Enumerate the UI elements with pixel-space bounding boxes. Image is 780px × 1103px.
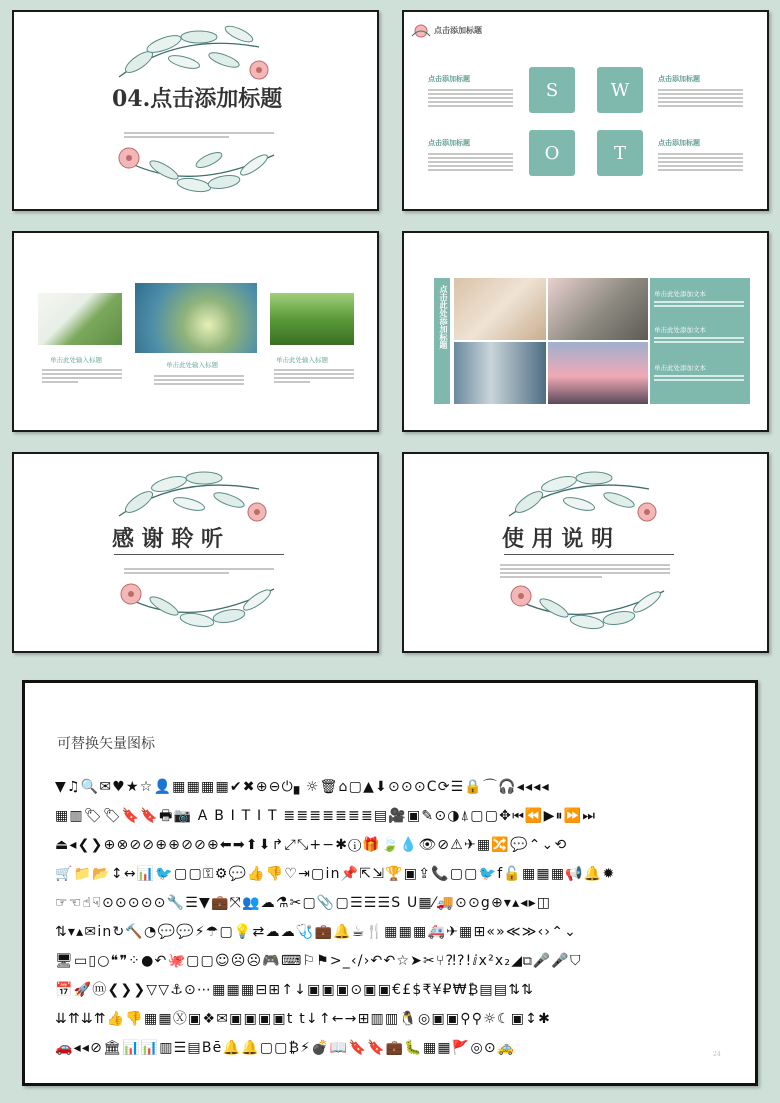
icon-row-10: 🚗◂◂⊘🏛📊📊▥☰▤Bē🔔🔔▢▢₿⚡💣📖🔖🔖💼🐛▦▦🚩◎⊙🚕 <box>55 1040 516 1056</box>
swot-o-box: O <box>529 130 575 176</box>
swot-tr-text <box>658 87 743 109</box>
slide-5-thanks[interactable] <box>12 452 379 653</box>
photo-grass-field <box>270 293 354 345</box>
swot-br-text <box>658 151 743 173</box>
panel-item-3: 单击此处添加文本 <box>654 364 706 372</box>
slide-1-body-text <box>124 130 274 140</box>
slide-1[interactable] <box>12 10 379 211</box>
photo-typewriter <box>548 278 648 340</box>
photo-caption-3: 单击此处输入标题 <box>276 356 328 364</box>
wreath-top-illustration <box>109 464 289 529</box>
icon-row-1: ▼♫🔍✉♥★☆👤▦▦▦▦✔✖⊕⊖⏻▖☼🗑⌂▢▲⬇⊙⊙⊙C⟳☰🔒⌒🎧◂◂◂◂ <box>55 779 550 795</box>
swot-w-box: W <box>597 67 643 113</box>
photo-postcards <box>454 278 546 340</box>
photo-window <box>454 342 546 404</box>
photo-text-3 <box>274 367 354 385</box>
wreath-bottom-illustration <box>109 574 289 639</box>
photo-text-1 <box>42 367 122 385</box>
slide-2-swot[interactable] <box>402 10 769 211</box>
slide-7-icons[interactable] <box>22 680 758 1086</box>
divider <box>504 554 674 555</box>
swot-tr-title: 点击添加标题 <box>658 74 700 83</box>
swot-tl-text <box>428 87 513 109</box>
panel-text-3 <box>654 373 744 383</box>
swot-t-box: T <box>597 130 643 176</box>
icon-row-4: 🛒📁📂↕↔📊🐦▢▢⚿⚙💬👍👎♡⇥▢in📌⇱⇲🏆▣⇪📞▢▢🐦f🔓▦▦▦📢🔔✹ <box>55 866 616 882</box>
swot-bl-title: 点击添加标题 <box>428 138 470 147</box>
icon-row-6: ⇅▾▴✉in↻🔨◔💬💬⚡☂▢💡⇄☁☁🩺💼🔔☕🍴▦▦▦🚑✈▦⊞«»≪≫‹›⌃⌄ <box>55 924 578 940</box>
slide-1-title: 04.点击添加标题 <box>112 86 283 112</box>
wreath-bottom-illustration <box>109 140 289 202</box>
slide-5-title: 感 谢 聆 听 <box>112 526 223 552</box>
flower-logo-icon <box>410 22 432 40</box>
swot-s-box: S <box>529 67 575 113</box>
icon-row-2: ▦▥🏷🏷🔖🔖🖶📷 A B I T I T ≣≣≣≣≣≣≣▤🎥▣✎⊙◑⍋▢▢✥⏮⏪▶⏸⏩⏭ <box>55 808 597 824</box>
icon-row-3: ⏏◂❮❯⊕⊗⊘⊘⊕⊕⊘⊘⊕⬅➡⬆⬇↱⤢⤡+−✱ⓘ🎁🍃💧👁⊘⚠✈▦🔀💬⌃⌄⟲ <box>55 837 568 853</box>
slide-6-instructions[interactable] <box>402 452 769 653</box>
icon-row-7: 🖥▭▯○❝❞⁘●↶🐙▢▢☺☹☹🎮⌨⚐⚑>_‹/›↶↶☆➤✂⑂⁈?!ⅈx²x₂◢⧉🎤🎤⛉ <box>55 953 582 969</box>
panel-text-2 <box>654 335 744 345</box>
panel-text-1 <box>654 299 744 309</box>
photo-plant-vase <box>38 293 122 345</box>
slide-6-title: 使 用 说 明 <box>502 526 613 552</box>
photo-caption-2: 单击此处输入标题 <box>166 361 218 369</box>
icon-row-5: ☞☜☝☟⊙⊙⊙⊙⊙🔧☰▼💼⤧👥☁⚗✂▢📎▢☰☰☰S U▦⁄🚚⊙⊙g⊕▾▴◂▸◫ <box>55 895 552 911</box>
photo-palm-sunset <box>548 342 648 404</box>
icon-row-8: 📅🚀ⓜ❮❯❯▽▽⚓⊙⋯▦▦▦⊟⊞↑↓▣▣▣⊙▣▣€£$₹¥₽₩₿▤▤⇅⇅ <box>55 982 535 998</box>
wreath-bottom-illustration <box>499 576 679 641</box>
icons-title: 可替换矢量图标 <box>57 736 155 752</box>
photo-caption-1: 单击此处输入标题 <box>50 356 102 364</box>
page-number: 24 <box>713 1051 721 1058</box>
swot-br-title: 点击添加标题 <box>658 138 700 147</box>
photo-flower-bokeh <box>135 283 257 353</box>
swot-tl-title: 点击添加标题 <box>428 74 470 83</box>
slide-2-header: 点击添加标题 <box>434 25 482 35</box>
divider <box>114 554 284 555</box>
slide-4-collage[interactable] <box>402 231 769 432</box>
icon-row-9: ⇊⇈⇊⇈👍👎▦▦Ⓧ▣❖✉▣▣▣▣t t↓↑←→⊞▥▥🐧◎▣▣⚲⚲☼☾▣↕✱ <box>55 1011 551 1027</box>
panel-item-1: 单击此处添加文本 <box>654 290 706 298</box>
swot-bl-text <box>428 151 513 173</box>
photo-text-2 <box>154 373 244 387</box>
slide-3-photos[interactable] <box>12 231 379 432</box>
side-title-text: 点击此处添加标题 <box>439 285 449 349</box>
wreath-top-illustration <box>499 464 679 529</box>
panel-item-2: 单击此处添加文本 <box>654 326 706 334</box>
